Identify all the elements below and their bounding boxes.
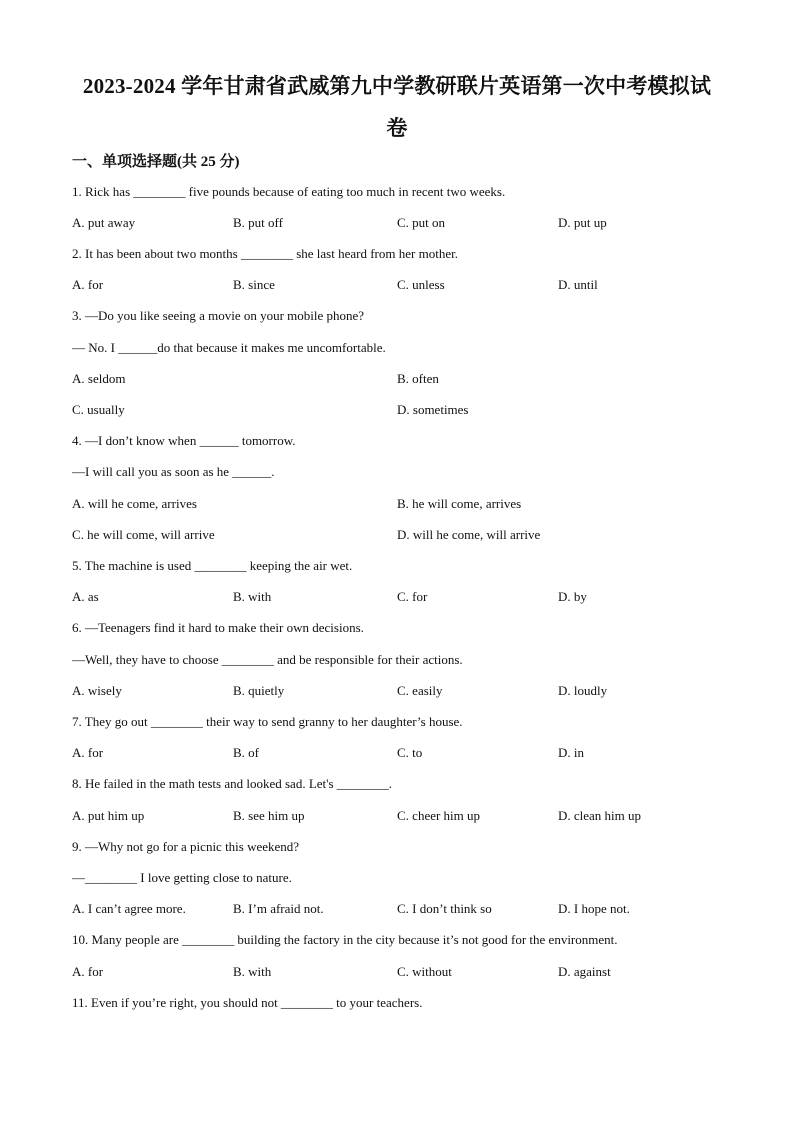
question-stem: 4. —I don’t know when ______ tomorrow. [72, 433, 296, 448]
question-stem: 2. It has been about two months ________ she last heard from her mother. [72, 246, 458, 261]
section-heading: 一、单项选择题(共 25 分) [72, 154, 240, 170]
question-stem: 3. —Do you like seeing a movie on your mobile phone? [72, 308, 365, 323]
option-b: B. see him up [233, 808, 305, 823]
option-d: D. by [558, 589, 587, 604]
question-stem: 6. —Teenagers find it hard to make their own decisions. [72, 620, 364, 635]
option-a: A. wisely [72, 683, 122, 698]
question-stem: 11. Even if you’re right, you should not ________ to your teachers. [72, 995, 423, 1010]
option-c: C. easily [397, 683, 443, 698]
option-d: D. against [558, 964, 611, 979]
question-stem-continuation: —________ I love getting close to nature. [72, 870, 292, 885]
option-a: A. seldom [72, 371, 126, 386]
option-b: B. put off [233, 215, 283, 230]
option-d: D. I hope not. [558, 901, 630, 916]
option-c: C. without [397, 964, 452, 979]
option-c: C. cheer him up [397, 808, 481, 823]
option-a: A. I can’t agree more. [72, 901, 186, 916]
option-b: B. I’m afraid not. [233, 901, 324, 916]
option-a: A. as [72, 589, 99, 604]
option-b: B. he will come, arrives [397, 496, 522, 511]
option-a: A. put him up [72, 808, 145, 823]
option-a: A. will he come, arrives [72, 496, 197, 511]
option-d: D. put up [558, 215, 607, 230]
option-b: B. since [233, 277, 275, 292]
option-c: C. put on [397, 215, 446, 230]
option-c: C. for [397, 589, 428, 604]
document-title-line1: 2023-2024 学年甘肃省武威第九中学教研联片英语第一次中考模拟试 [82, 74, 712, 98]
question-stem-continuation: —Well, they have to choose ________ and be responsible for their actions. [72, 652, 463, 667]
option-c: C. unless [397, 277, 445, 292]
option-b: B. often [397, 371, 439, 386]
option-b: B. with [233, 964, 272, 979]
option-c: C. he will come, will arrive [72, 527, 215, 542]
option-d: D. clean him up [558, 808, 642, 823]
option-d: D. until [558, 277, 598, 292]
option-a: A. for [72, 745, 104, 760]
question-stem: 8. He failed in the math tests and looked sad. Let's ________. [72, 776, 393, 791]
option-b: B. with [233, 589, 272, 604]
option-c: C. usually [72, 402, 125, 417]
question-stem: 1. Rick has ________ five pounds because of eating too much in recent two weeks. [72, 184, 506, 199]
option-d: D. sometimes [397, 402, 469, 417]
question-stem: 5. The machine is used ________ keeping the air wet. [72, 558, 353, 573]
option-c: C. to [397, 745, 423, 760]
document-title-line2: 卷 [386, 116, 408, 140]
option-d: D. loudly [558, 683, 608, 698]
question-stem: 10. Many people are ________ building the factory in the city because it’s not good for the environment. [72, 932, 618, 947]
question-stem: 9. —Why not go for a picnic this weekend? [72, 839, 300, 854]
option-a: A. for [72, 277, 104, 292]
option-c: C. I don’t think so [397, 901, 492, 916]
option-b: B. of [233, 745, 259, 760]
option-a: A. for [72, 964, 104, 979]
option-d: D. will he come, will arrive [397, 527, 541, 542]
question-stem: 7. They go out ________ their way to send granny to her daughter’s house. [72, 714, 463, 729]
option-b: B. quietly [233, 683, 285, 698]
question-stem-continuation: —I will call you as soon as he ______. [72, 464, 275, 479]
question-stem-continuation: — No. I ______do that because it makes me uncomfortable. [72, 340, 386, 355]
option-d: D. in [558, 745, 584, 760]
option-a: A. put away [72, 215, 136, 230]
